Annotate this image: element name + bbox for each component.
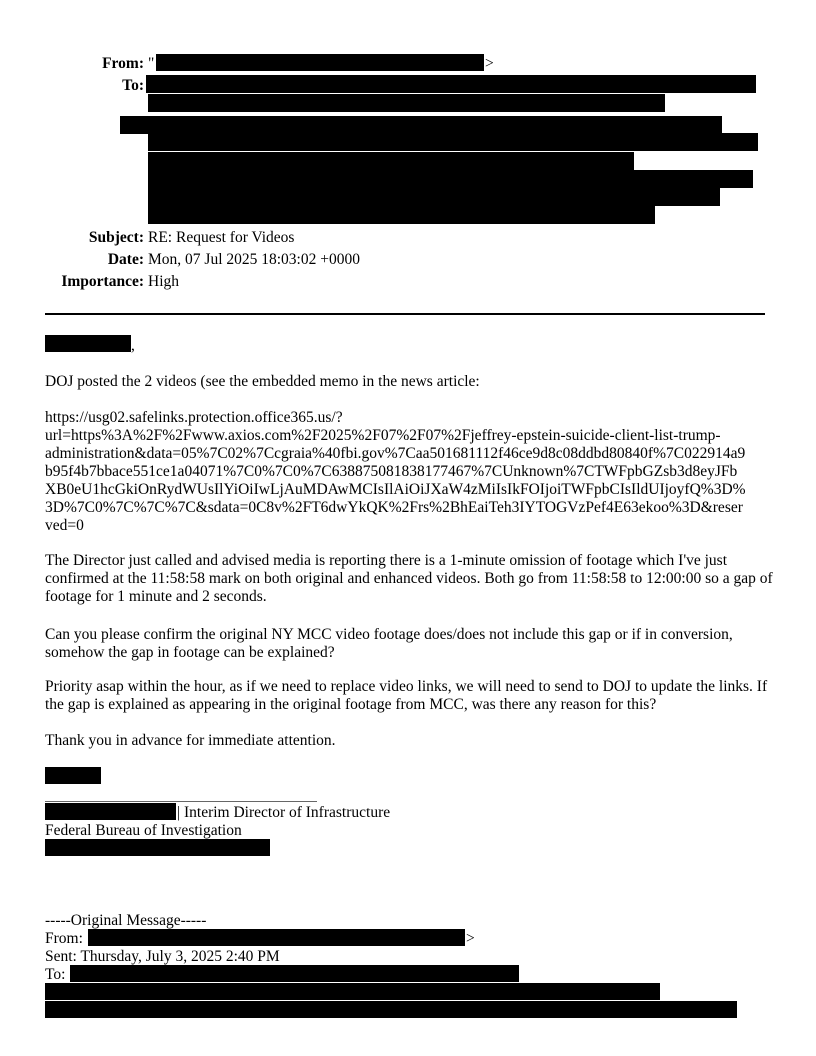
date-value: Mon, 07 Jul 2025 18:03:02 +0000	[148, 251, 360, 268]
signature-title: | Interim Director of Infrastructure	[177, 804, 391, 821]
original-from-close-bracket: >	[466, 930, 475, 947]
to-redaction-7	[148, 188, 720, 206]
to-label: To:	[122, 77, 144, 94]
from-redaction	[156, 54, 484, 71]
original-to-redaction-3	[45, 1001, 737, 1018]
signature-fullname-redaction	[45, 803, 176, 820]
recipient-name-redaction	[45, 335, 131, 352]
paragraph-priority: Priority asap within the hour, as if we need to replace video links, we will need to send to DOJ to update the links. If the gap is explained as appearing in the original footage from MCC, was there any reason for this?	[45, 678, 768, 713]
paragraph-doj-posted: DOJ posted the 2 videos (see the embedded memo in the news article:	[45, 373, 480, 390]
url-line-5: XB0eU1hcGkiOnRydWUsIlYiOiIwLjAuMDAwMCIsIlAiOiJXaW4zMiIsIkFOIjoiTWFpbCIsIldUIjoyfQ%3D%	[45, 481, 746, 498]
original-from-label: From:	[45, 930, 83, 947]
original-message-divider: -----Original Message-----	[45, 912, 207, 929]
subject-value: RE: Request for Videos	[148, 229, 295, 246]
to-redaction-1	[146, 75, 756, 93]
importance-value: High	[148, 273, 179, 290]
to-redaction-6	[148, 170, 753, 188]
from-close-bracket: >	[485, 55, 494, 72]
paragraph-director-called: The Director just called and advised media is reporting there is a 1-minute omission of footage which I've just confirmed at the 11:58:58 mark on both original and enhanced videos. Both go from 11:58:58 to 12:00:00 so a gap of footage for 1 minute and 2 seconds.	[45, 552, 773, 605]
to-redaction-8	[148, 206, 655, 224]
to-redaction-4	[148, 133, 758, 151]
header-divider	[45, 313, 765, 315]
original-sent: Sent: Thursday, July 3, 2025 2:40 PM	[45, 948, 280, 965]
url-line-4: b95f4b7bbace551ce1a04071%7C0%7C0%7C638875081838177467%7CUnknown%7CTWFpbGZsb3d8eyJFb	[45, 463, 738, 480]
paragraph-confirm-footage: Can you please confirm the original NY MCC video footage does/does not include this gap or if in conversion, somehow the gap in footage can be explained?	[45, 626, 733, 661]
paragraph-thank-you: Thank you in advance for immediate attention.	[45, 732, 336, 749]
from-open-quote: "	[148, 55, 155, 72]
signature-name-redaction	[45, 767, 101, 784]
greeting-comma: ,	[131, 337, 135, 354]
to-redaction-3	[120, 116, 722, 134]
subject-label: Subject:	[88, 229, 144, 246]
original-to-label: To:	[45, 966, 66, 983]
url-line-2: url=https%3A%2F%2Fwww.axios.com%2F2025%2F07%2F07%2Fjeffrey-epstein-suicide-client-list-trump-	[45, 427, 721, 444]
signature-rule	[45, 801, 317, 802]
safelinks-url[interactable]	[45, 409, 775, 535]
original-from-redaction	[88, 929, 465, 946]
date-label: Date:	[107, 251, 144, 268]
url-line-3: administration&data=05%7C02%7Ccgraia%40fbi.gov%7Caa501681112f46ce9d8c08ddbd80840f%7C022914a9	[45, 445, 746, 462]
from-label: From:	[102, 55, 144, 72]
url-line-1: https://usg02.safelinks.protection.office365.us/?	[45, 409, 343, 426]
to-redaction-5	[148, 152, 634, 170]
url-line-6: 3D%7C0%7C%7C%7C&sdata=0C8v%2FT6dwYkQK%2Frs%2BhEaiTeh3IYTOGVzPef4E63ekoo%3D&reser	[45, 499, 743, 516]
importance-label: Importance:	[61, 273, 144, 290]
signature-org: Federal Bureau of Investigation	[45, 822, 242, 839]
url-line-7: ved=0	[45, 517, 84, 534]
original-to-redaction-2	[45, 983, 660, 1000]
to-redaction-2	[148, 94, 665, 112]
original-to-redaction-1	[70, 965, 519, 982]
signature-contact-redaction	[45, 839, 270, 856]
